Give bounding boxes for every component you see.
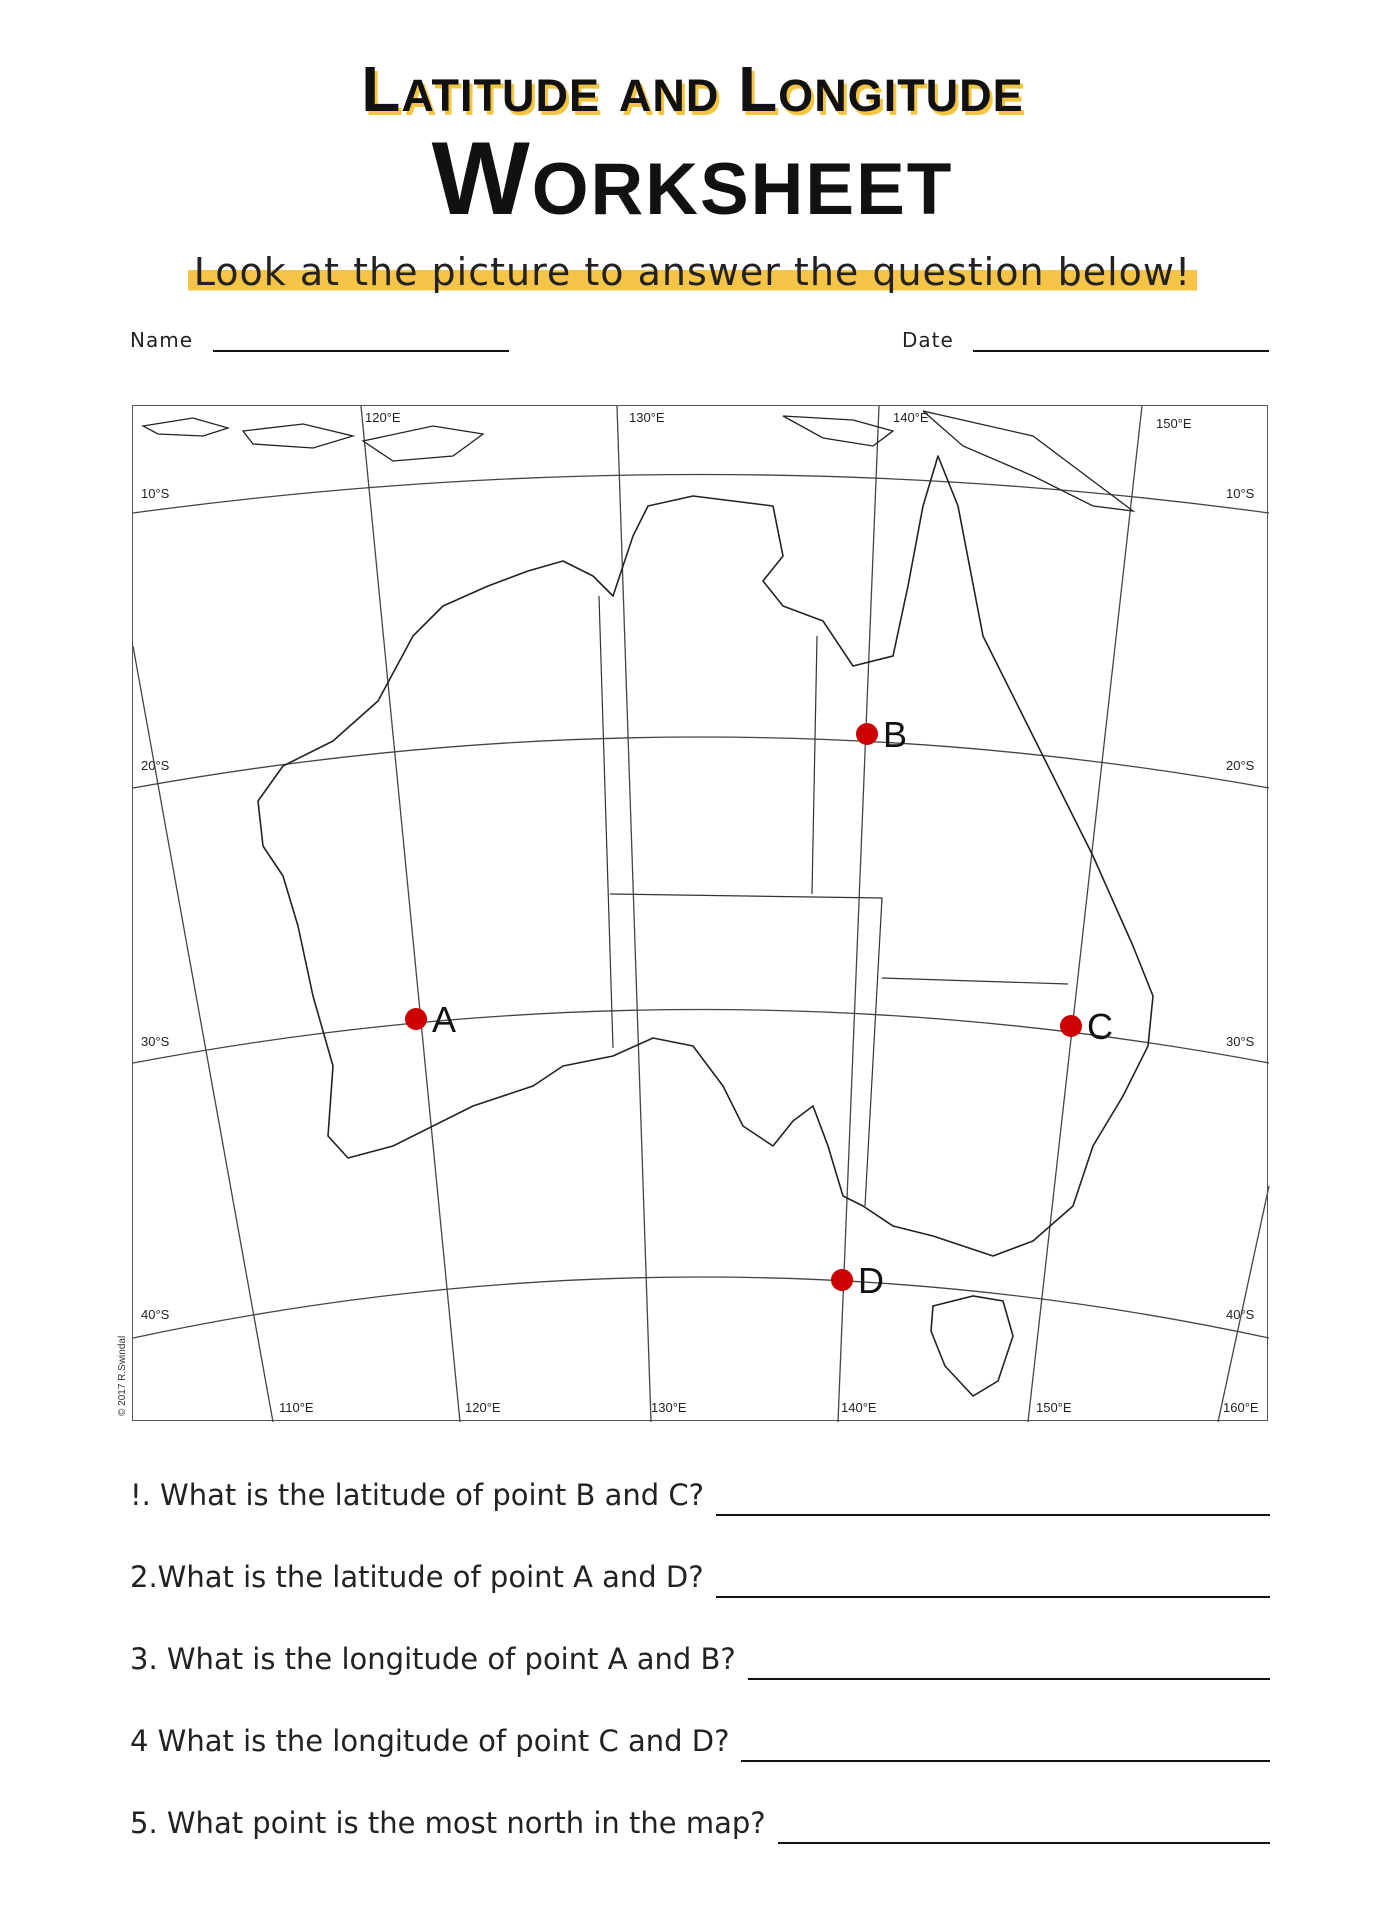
question-row [130,1478,1270,1518]
lon-label-top: 140°E [893,410,929,425]
parallel-20s [133,737,1269,788]
border-wa [599,596,613,1048]
parallel-30s [133,1010,1269,1064]
meridian-140e [838,406,879,1422]
lon-label-bottom: 140°E [841,1400,877,1415]
name-label: Name [130,328,194,352]
question-text: 5. What point is the most north in the map? [130,1806,766,1840]
lat-label-left: 30°S [141,1034,170,1049]
border-sa-qld-nsw [610,894,882,1206]
island-2 [243,424,353,448]
date-label: Date [902,328,954,352]
copyright-text: © 2017 R.Swindal [117,1335,128,1416]
point-label-a: A [432,999,457,1040]
date-field[interactable] [973,350,1269,352]
lat-label-right: 20°S [1226,758,1255,773]
answer-line[interactable] [716,1514,1270,1516]
instructions-text: Look at the picture to answer the question below! [188,250,1197,294]
point-label-d: D [858,1260,884,1301]
answer-line[interactable] [741,1760,1270,1762]
answer-line[interactable] [748,1678,1270,1680]
title-line-1: Latitude and Longitude [361,53,1024,125]
lon-label-bottom: 130°E [651,1400,687,1415]
meridian-120e [361,406,460,1422]
lat-label-left: 40°S [141,1307,170,1322]
lat-label-right: 40°S [1226,1307,1255,1322]
lon-label-bottom: 160°E [1223,1400,1259,1415]
parallel-40s [133,1277,1269,1338]
question-row [130,1724,1270,1764]
lon-label-bottom: 110°E [279,1400,314,1415]
question-row [130,1642,1270,1682]
australia-coastline [258,456,1153,1256]
island-new-guinea-west [783,416,893,446]
question-row [130,1560,1270,1600]
question-text: 2.What is the latitude of point A and D? [130,1560,704,1594]
meridian-130e [617,406,651,1422]
lat-label-left: 20°S [141,758,170,773]
question-text: 4 What is the longitude of point C and D? [130,1724,730,1758]
tasmania-coastline [931,1296,1013,1396]
border-qld-nsw [882,978,1068,984]
island-1 [143,418,228,436]
question-row [130,1806,1270,1846]
lon-label-top: 130°E [629,410,665,425]
meridian-160e [1218,1186,1269,1422]
meridian-150e [1028,406,1142,1422]
lat-label-right: 30°S [1226,1034,1255,1049]
point-label-c: C [1087,1006,1113,1047]
answer-line[interactable] [778,1842,1270,1844]
australia-map [117,405,1268,1421]
lon-label-top: 120°E [365,410,401,425]
question-text: !. What is the latitude of point B and C? [130,1478,705,1512]
lon-label-bottom: 120°E [465,1400,501,1415]
island-timor [363,426,483,461]
lon-label-top: 150°E [1156,416,1192,431]
point-label-b: B [883,714,908,755]
lat-label-right: 10°S [1226,486,1255,501]
question-text: 3. What is the longitude of point A and B? [130,1642,736,1676]
name-field[interactable] [213,350,509,352]
title-line-2: Worksheet [431,121,954,237]
answer-line[interactable] [716,1596,1270,1598]
border-nt-qld [812,636,817,894]
lat-label-left: 10°S [141,486,170,501]
map-svg [117,406,1269,1422]
lon-label-bottom: 150°E [1036,1400,1072,1415]
instructions [0,250,1385,294]
